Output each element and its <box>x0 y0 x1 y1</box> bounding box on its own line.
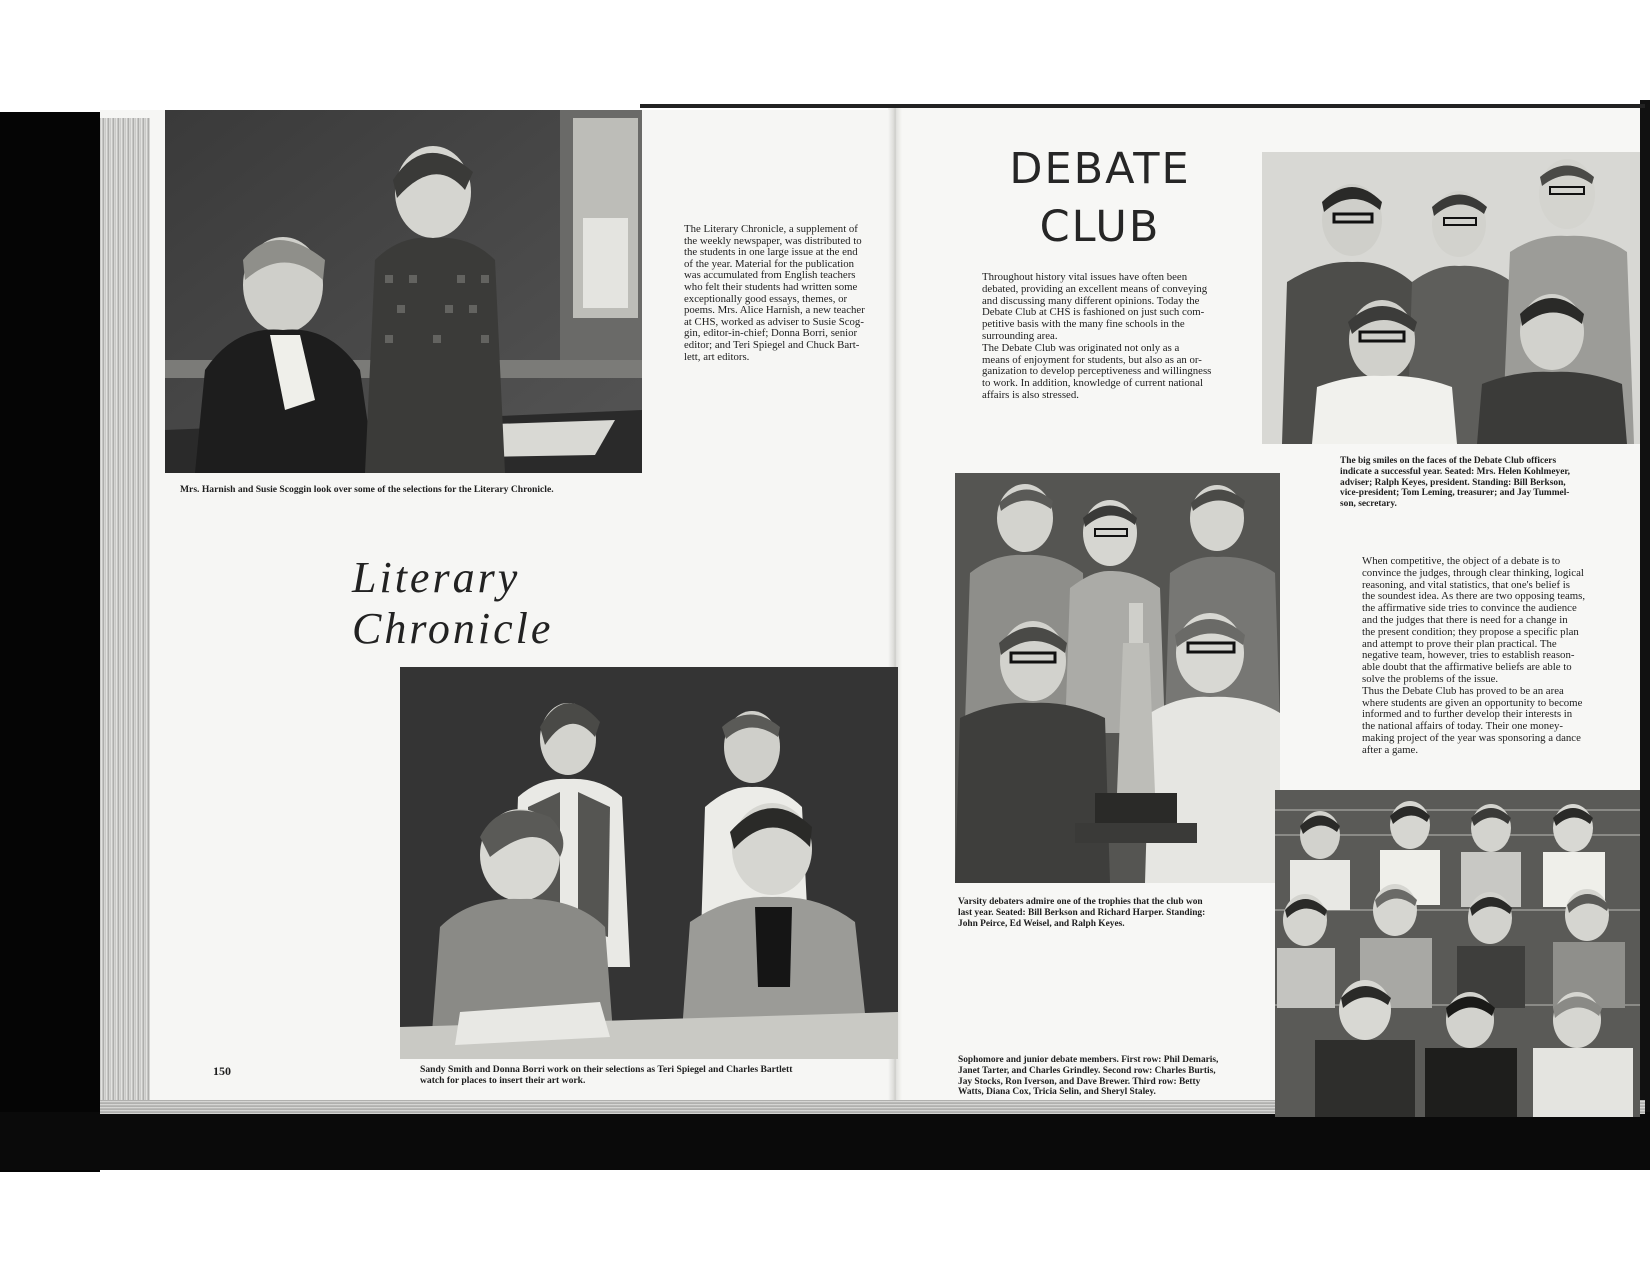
caption-varsity-line: John Peirce, Ed Weisel, and Ralph Keyes. <box>958 918 1125 929</box>
literary-intro-line: exceptionally good essays, themes, or <box>684 292 848 305</box>
debate-title-line1: DEBATE <box>1009 144 1191 194</box>
debate-competitive-text <box>1350 556 1612 757</box>
literary-intro-line: editor; and Teri Spiegel and Chuck Bart- <box>684 338 860 351</box>
caption-officers-line: indicate a successful year. Seated: Mrs. Helen Kohlmeyer, <box>1340 466 1571 477</box>
caption-members-line: Sophomore and junior debate members. First row: Phil Demaris, <box>958 1055 1219 1065</box>
literary-intro-line: the students in one large issue at the end <box>684 246 858 259</box>
competitive-line: the national affairs of today. Their one money- <box>1362 720 1563 733</box>
competitive-line: convince the judges, through clear thinking, logical <box>1362 566 1584 579</box>
caption-varsity-line: last year. Seated: Bill Berkson and Richard Harper. Standing: <box>958 907 1206 918</box>
debate-intro-line: debated, providing an excellent means of conveying <box>982 282 1208 295</box>
debate-intro-line: petitive basis with the many fine schools in the <box>982 318 1185 331</box>
caption-art-work-line: watch for places to insert their art work. <box>420 1075 586 1086</box>
caption-members-line: Janet Tarter, and Charles Grindley. Second row: Charles Burtis, <box>958 1065 1216 1076</box>
competitive-line: and attempt to prove their plan practical. The <box>1362 637 1557 650</box>
debate-intro-line: Debate Club at CHS is fashioned on just such com- <box>982 306 1205 319</box>
caption-officers-line: The big smiles on the faces of the Debate Club officers <box>1340 456 1557 466</box>
caption-debate-members <box>958 1055 1263 1098</box>
debate-intro-text <box>970 272 1228 402</box>
caption-art-work-line: Sandy Smith and Donna Borri work on their selections as Teri Spiegel and Charles Bartlett <box>420 1064 793 1075</box>
caption-debate-officers <box>1340 456 1618 510</box>
caption-harnish-scoggin: Mrs. Harnish and Susie Scoggin look over some of the selections for the Literary Chronicle. <box>180 484 554 495</box>
photo-varsity-trophy <box>955 473 1280 883</box>
literary-intro-line: poems. Mrs. Alice Harnish, a new teacher <box>684 304 865 317</box>
scan-top-margin <box>0 0 1650 108</box>
caption-art-work <box>420 1064 880 1086</box>
debate-intro-line: Throughout history vital issues have often been <box>982 271 1188 283</box>
debate-intro-line: affairs is also stressed. <box>982 388 1079 401</box>
literary-intro-line: the weekly newspaper, was distributed to <box>684 234 862 247</box>
competitive-line: reasoning, and vital statistics, that one's belief is <box>1362 578 1570 591</box>
book-left-edge <box>0 112 100 1172</box>
literary-intro-line: at CHS, worked as adviser to Susie Scog- <box>684 315 864 328</box>
debate-intro-line: surrounding area. <box>982 329 1058 342</box>
page-top-shadow <box>640 104 1645 108</box>
literary-intro-line: of the year. Material for the publication <box>684 257 854 270</box>
competitive-line: the present condition; they propose a specific plan <box>1362 625 1579 638</box>
caption-members-line: Watts, Diana Cox, Tricia Selin, and Sheryl Staley. <box>958 1087 1156 1098</box>
debate-club-title <box>980 140 1220 256</box>
page-stack <box>100 118 150 1112</box>
competitive-line: solve the problems of the issue. <box>1362 672 1499 685</box>
caption-varsity-trophy <box>958 897 1263 929</box>
literary-intro-line: who felt their students had written some <box>684 280 858 293</box>
literary-intro-line: The Literary Chronicle, a supplement of <box>684 223 858 235</box>
competitive-line: where students are given an opportunity to become <box>1362 696 1583 709</box>
competitive-line: When competitive, the object of a debate is to <box>1362 555 1561 567</box>
caption-officers-line: son, secretary. <box>1340 499 1397 510</box>
book-right-edge <box>1640 100 1650 1112</box>
photo-debate-officers <box>1262 152 1640 444</box>
caption-officers-line: vice-president; Tom Leming, treasurer; and Jay Tummel- <box>1340 488 1570 499</box>
competitive-line: negative team, however, tries to establish reason- <box>1362 649 1575 662</box>
page-number: 150 <box>213 1064 231 1078</box>
debate-intro-line: to work. In addition, knowledge of current national <box>982 377 1203 390</box>
competitive-line: able doubt that the affirmative beliefs are able to <box>1362 661 1572 674</box>
book-bottom-edge <box>0 1112 1650 1170</box>
literary-intro-text <box>672 224 884 363</box>
debate-intro-line: and discussing many different opinions. Today the <box>982 294 1200 307</box>
debate-intro-line: ganization to develop perceptiveness and willingness <box>982 365 1212 378</box>
competitive-line: the soundest idea. As there are two opposing teams, <box>1362 590 1586 603</box>
caption-officers-line: adviser; Ralph Keyes, president. Standing: Bill Berkson, <box>1340 477 1566 488</box>
caption-varsity-line: Varsity debaters admire one of the trophies that the club won <box>958 897 1203 907</box>
debate-intro-line: means of enjoyment for students, but also as an or- <box>982 353 1202 366</box>
competitive-line: Thus the Debate Club has proved to be an area <box>1362 684 1564 697</box>
competitive-line: the affirmative side tries to convince the audience <box>1362 602 1577 615</box>
photo-debate-members <box>1275 790 1640 1117</box>
literary-chronicle-title: Literary Chronicle <box>352 553 554 653</box>
literary-intro-line: gin, editor-in-chief; Donna Borri, senior <box>684 327 858 340</box>
photo-art-work <box>400 667 898 1059</box>
caption-members-line: Jay Stocks, Ron Iverson, and Dave Brewer. Third row: Betty <box>958 1076 1201 1087</box>
competitive-line: informed and to further develop their interests in <box>1362 708 1573 721</box>
competitive-line: making project of the year was sponsoring a dance <box>1362 731 1581 744</box>
competitive-line: after a game. <box>1362 743 1419 756</box>
competitive-line: and the judges that there is need for a change in <box>1362 613 1568 626</box>
photo-harnish-scoggin <box>165 110 642 473</box>
debate-title-line2: CLUB <box>1039 202 1161 252</box>
literary-intro-line: was accumulated from English teachers <box>684 269 856 282</box>
literary-intro-line: lett, art editors. <box>684 350 750 363</box>
debate-intro-line: The Debate Club was originated not only as a <box>982 341 1180 354</box>
